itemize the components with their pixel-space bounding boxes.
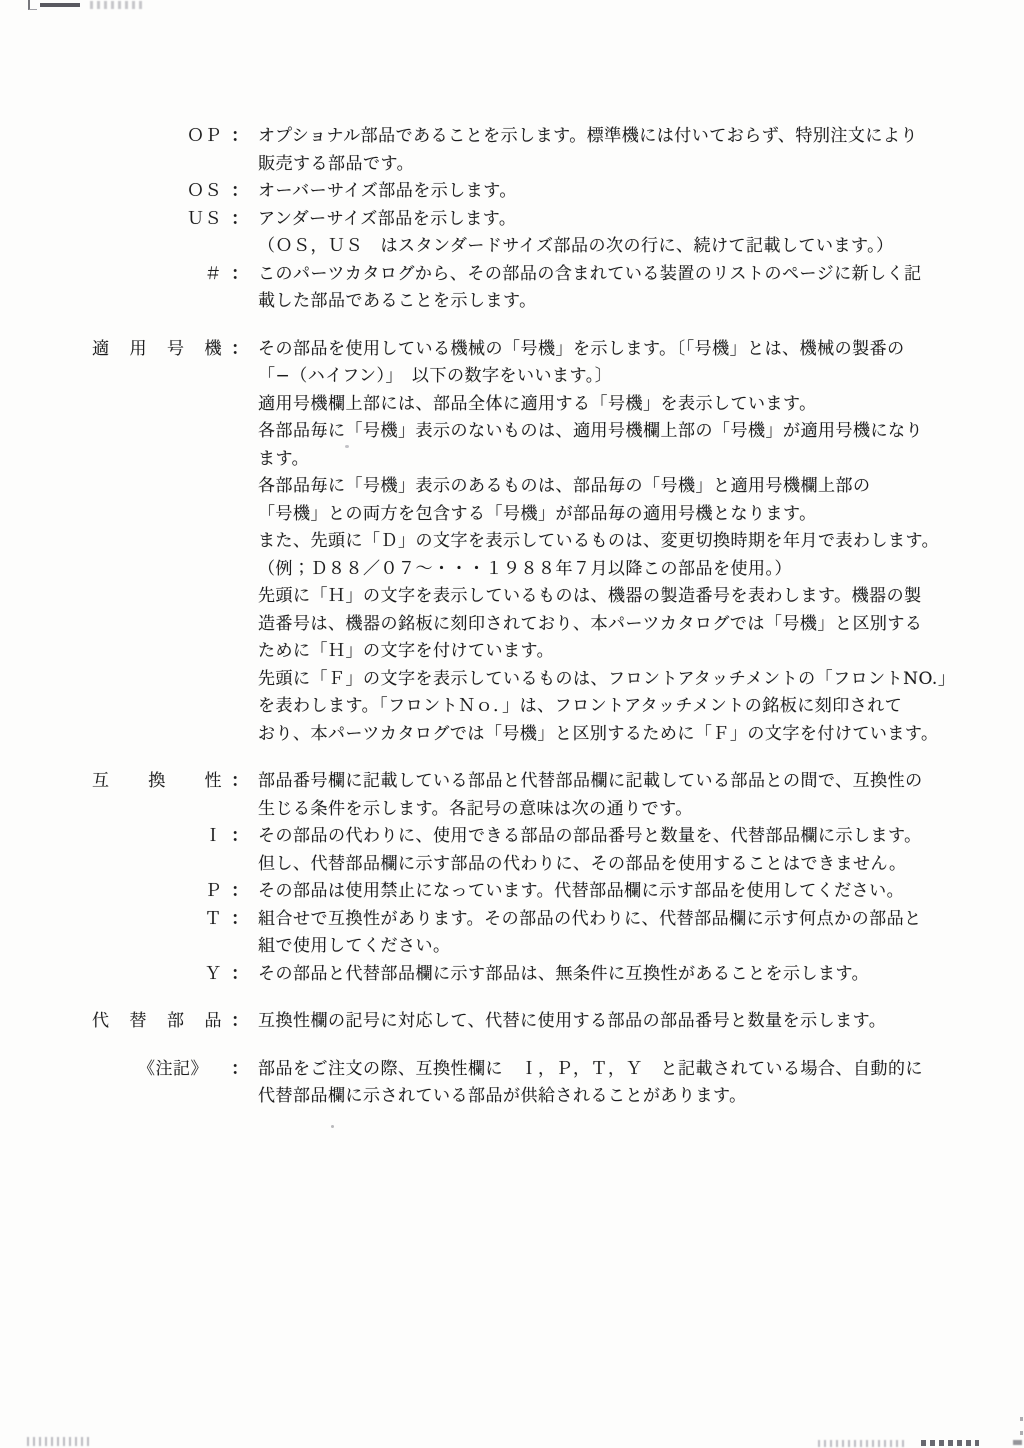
text-line: その部品を使用している機械の「号機」を示します。〔「号機」とは、機械の製番の (258, 338, 905, 359)
entry-body (258, 261, 953, 316)
entry-daigae-buhin (0, 1008, 1024, 1036)
document-section (0, 123, 1024, 316)
text-line: その部品は使用禁止になっています。代替部品欄に示す部品を使用してください。 (258, 881, 905, 901)
text-line: （ＯＳ，ＵＳ はスタンダードサイズ部品の次の行に、続けて記載しています。） (258, 236, 894, 256)
entry-us (0, 206, 1024, 261)
scan-artifact-fragment (90, 1, 146, 9)
scan-artifact-fragment (40, 3, 80, 7)
text-line: 先頭に「Ｆ」の文字を表示しているものは、フロントアタッチメントの「フロントNO.」 (258, 668, 956, 689)
document-body (0, 123, 1024, 1131)
text-line: 生じる条件を示します。各記号の意味は次の通りです。 (258, 798, 693, 819)
scan-speck (1020, 1431, 1023, 1435)
entry-label: 代 替 部 品 (92, 1011, 222, 1031)
text-line: 「号機」との両方を包含する「号機」が部品毎の適用号機となります。 (258, 503, 817, 524)
entry-colon: ： (231, 338, 249, 359)
text-line: ます。 (258, 448, 310, 469)
entry-label: Ｉ (204, 826, 222, 846)
entry-label: 《注記》 (138, 1058, 208, 1079)
entry-op (0, 123, 1024, 178)
text-line: 載した部品であることを示します。 (258, 291, 537, 311)
entry-body (258, 961, 953, 989)
text-line: 互換性欄の記号に対応して、代替に使用する部品の部品番号と数量を示します。 (258, 1011, 887, 1031)
entry-body (258, 906, 953, 961)
entry-body (258, 878, 953, 906)
entry-colon: ： (231, 126, 249, 146)
text-line: 部品をご注文の際、互換性欄に Ｉ，Ｐ，Ｔ，Ｙ と記載されている場合、自動的に (258, 1058, 923, 1079)
document-section (0, 1008, 1024, 1036)
entry-colon: ： (231, 908, 249, 929)
entry-colon: ： (231, 1058, 249, 1079)
text-line: その部品の代わりに、使用できる部品の部品番号と数量を、代替部品欄に示します。 (258, 826, 922, 846)
text-line: このパーツカタログから、その部品の含まれている装置のリストのページに新しく記 (258, 263, 922, 284)
text-line: 先頭に「Ｈ」の文字を表示しているものは、機器の製造番号を表わします。機器の製 (258, 586, 922, 606)
entry-tekiyo-goki (0, 336, 1024, 749)
entry-label: ＃ (204, 263, 222, 284)
text-line: 各部品毎に「号機」表示のないものは、適用号機欄上部の「号機」が適用号機になり (258, 421, 923, 441)
document-section (0, 336, 1024, 749)
entry-chuki (0, 1056, 1024, 1111)
text-line: （例；Ｄ８８／０７〜・・・１９８８年７月以降この部品を使用。） (258, 558, 792, 579)
entry-colon: ： (231, 771, 249, 791)
text-line: また、先頭に「Ｄ」の文字を表示しているものは、変更切換時期を年月で表わします。 (258, 531, 940, 551)
entry-body (258, 1008, 953, 1036)
entry-label: 適 用 号 機 (92, 338, 222, 359)
entry-t (0, 906, 1024, 961)
entry-colon: ： (231, 881, 249, 901)
entry-label: ＯＰ (187, 126, 222, 146)
entry-body (258, 123, 953, 178)
entry-p (0, 878, 1024, 906)
text-line: ために「Ｈ」の文字を付けています。 (258, 641, 555, 661)
entry-body (258, 336, 956, 749)
text-line: 組合せで互換性があります。その部品の代わりに、代替部品欄に示す何点かの部品と (258, 908, 922, 929)
document-section (0, 1056, 1024, 1111)
text-line: おり、本パーツカタログでは「号機」と区別するために「Ｆ」の文字を付けています。 (258, 723, 939, 744)
text-line: 販売する部品です。 (258, 153, 415, 174)
text-line: 造番号は、機器の銘板に刻印されており、本パーツカタログでは「号機」と区別する (258, 613, 923, 634)
entry-label: ＵＳ (187, 208, 222, 229)
entry-gokansei (0, 768, 1024, 823)
document-section (0, 768, 1024, 988)
entry-colon: ： (231, 826, 249, 846)
entry-body (258, 178, 953, 206)
entry-label: Ｙ (204, 963, 222, 984)
entry-body (258, 1056, 953, 1111)
entry-colon: ： (231, 963, 249, 984)
entry-label: Ｔ (204, 908, 222, 929)
scan-artifact-bottom-left (27, 1437, 93, 1446)
text-line: オーバーサイズ部品を示します。 (258, 181, 517, 201)
entry-label: Ｐ (204, 881, 222, 901)
scan-speck (1020, 1417, 1023, 1421)
entry-body (258, 823, 953, 878)
entry-colon: ： (231, 181, 249, 201)
scan-artifact-top-left (28, 0, 146, 10)
text-line: 「−（ハイフン）」 以下の数字をいいます。〕 (258, 366, 613, 386)
entry-body (258, 206, 953, 261)
text-line: を表わします。「フロントＮｏ．」は、フロントアタッチメントの銘板に刻印されて (258, 696, 903, 716)
text-line: アンダーサイズ部品を示します。 (258, 208, 517, 229)
text-line: その部品と代替部品欄に示す部品は、無条件に互換性があることを示します。 (258, 963, 870, 984)
entry-y (0, 961, 1024, 989)
entry-i (0, 823, 1024, 878)
scan-artifact-bottom-right (921, 1440, 979, 1446)
text-line: 適用号機欄上部には、部品全体に適用する「号機」を表示しています。 (258, 393, 817, 414)
entry-os (0, 178, 1024, 206)
scan-artifact-fragment (28, 0, 37, 10)
entry-hash (0, 261, 1024, 316)
text-line: 組で使用してください。 (258, 936, 451, 956)
scan-artifact-bottom-right (818, 1440, 904, 1447)
text-line: 代替部品欄に示されている部品が供給されることがあります。 (258, 1086, 747, 1106)
text-line: 部品番号欄に記載している部品と代替部品欄に記載している部品との間で、互換性の (258, 771, 923, 791)
entry-body (258, 768, 953, 823)
entry-colon: ： (231, 1011, 249, 1031)
entry-colon: ： (231, 208, 249, 229)
entry-label: 互 換 性 (92, 771, 222, 791)
text-line: 各部品毎に「号機」表示のあるものは、部品毎の「号機」と適用号機欄上部の (258, 476, 871, 496)
text-line: 但し、代替部品欄に示す部品の代わりに、その部品を使用することはできません。 (258, 853, 907, 874)
entry-colon: ： (231, 263, 249, 284)
scan-artifact-bottom-right (1013, 1440, 1022, 1445)
text-line: オプショナル部品であることを示します。標準機には付いておらず、特別注文により (258, 126, 918, 146)
entry-label: ＯＳ (187, 181, 222, 201)
